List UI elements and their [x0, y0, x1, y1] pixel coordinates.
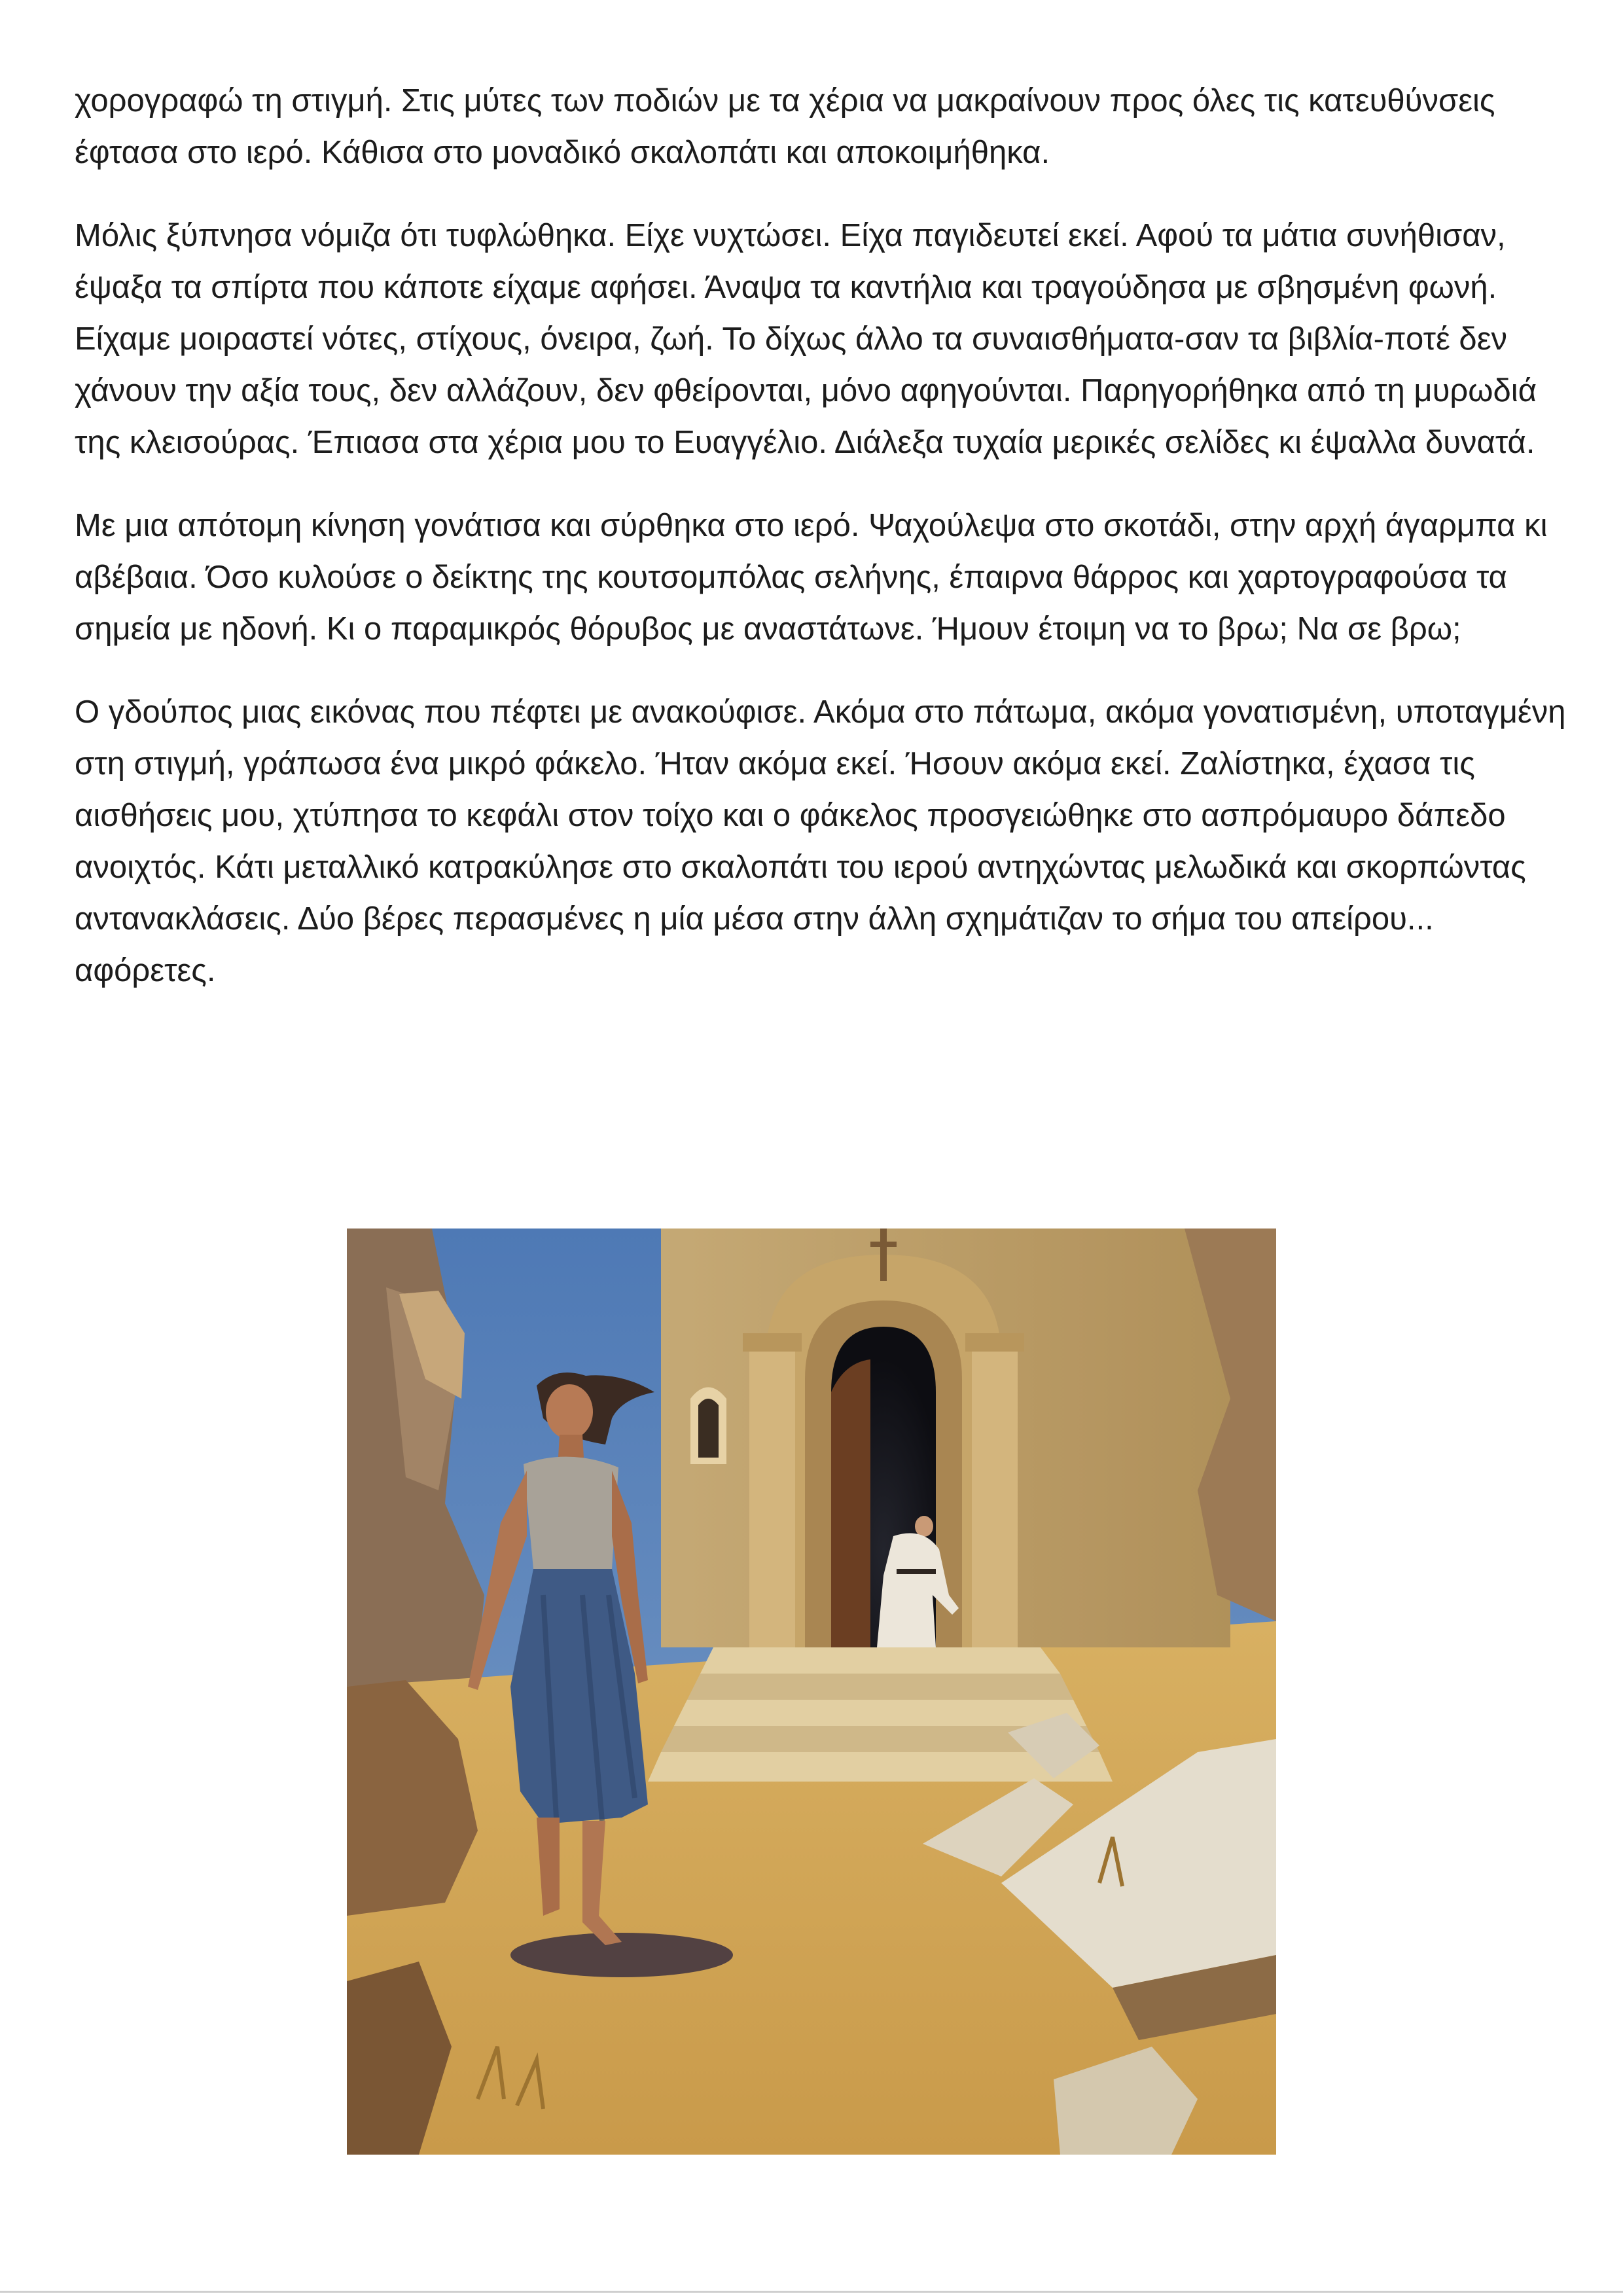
paragraph-3: Με μια απότομη κίνηση γονάτισα και σύρθηκα στο ιερό. Ψαχούλεψα στο σκοτάδι, στην αρχή άγαρμπα κι αβέβαια. Όσο κυλούσε ο δείκτης της κουτσομπόλας σελήνης, έπαιρνα θάρρος και χαρτογραφούσα τα σημεία με ηδονή. Κι ο παραμικρός θόρυβος με αναστάτωνε. Ήμουν έτοιμη να το βρω; Να σε βρω; [75, 508, 1548, 647]
kneeling-figure-head [915, 1516, 933, 1537]
page-bottom-border [0, 2291, 1623, 2293]
illustration-woman-leaving-chapel [347, 1229, 1276, 2155]
paragraph-4: Ο γδούπος μιας εικόνας που πέφτει με ανακούφισε. Ακόμα στο πάτωμα, ακόμα γονατισμένη, υποταγμένη στη στιγμή, γράπωσα ένα μικρό φάκελο. Ήταν ακόμα εκεί. Ήσουν ακόμα εκεί. Ζαλίστηκα, έχασα τις αισθήσεις μου, χτύπησα το κεφάλι στον τοίχο και ο φάκελος προσγειώθηκε στο ασπρόμαυρο δάπεδο ανοιχτός. Κάτι μεταλλικό κατρακύλησε στο σκαλοπάτι του ιερού αντηχώντας μελωδικά και σκορπώντας αντανακλάσεις. Δύο βέρες περασμένες η μία μέσα στην άλλη σχημάτιζαν το σήμα του απείρου... αφόρετες. [75, 694, 1566, 988]
woman-face [546, 1384, 593, 1439]
painting-image [347, 1229, 1276, 2155]
paragraph-2: Μόλις ξύπνησα νόμιζα ότι τυφλώθηκα. Είχε νυχτώσει. Είχα παγιδευτεί εκεί. Αφού τα μάτια συνήθισαν, έψαξα τα σπίρτα που κάποτε είχαμε αφήσει. Άναψα τα καντήλια και τραγούδησα με σβησμένη φωνή. Είχαμε μοιραστεί νότες, στίχους, όνειρα, ζωή. Το δίχως άλλο τα συναισθήματα-σαν τα βιβλία-ποτέ δεν χάνουν την αξία τους, δεν αλλάζουν, δεν φθείρονται, μόνο αφηγούνται. Παρηγορήθηκα από τη μυρωδιά της κλεισούρας. Έπιασα στα χέρια μου το Ευαγγέλιο. Διάλεξα τυχαία μερικές σελίδες κι έψαλλα δυνατά. [75, 218, 1537, 460]
column-right [972, 1340, 1018, 1647]
woman-top [524, 1457, 618, 1569]
body-text [75, 75, 1573, 1028]
wooden-door [831, 1359, 870, 1647]
woman-neck [558, 1435, 584, 1458]
column-left [749, 1340, 795, 1647]
woman-shadow [510, 1933, 733, 1977]
paragraph-1: χορογραφώ τη στιγμή. Στις μύτες των ποδιών με τα χέρια να μακραίνουν προς όλες τις κατευθύνσεις έφτασα στο ιερό. Κάθισα στο μοναδικό σκαλοπάτι και αποκοιμήθηκα. [75, 83, 1495, 170]
